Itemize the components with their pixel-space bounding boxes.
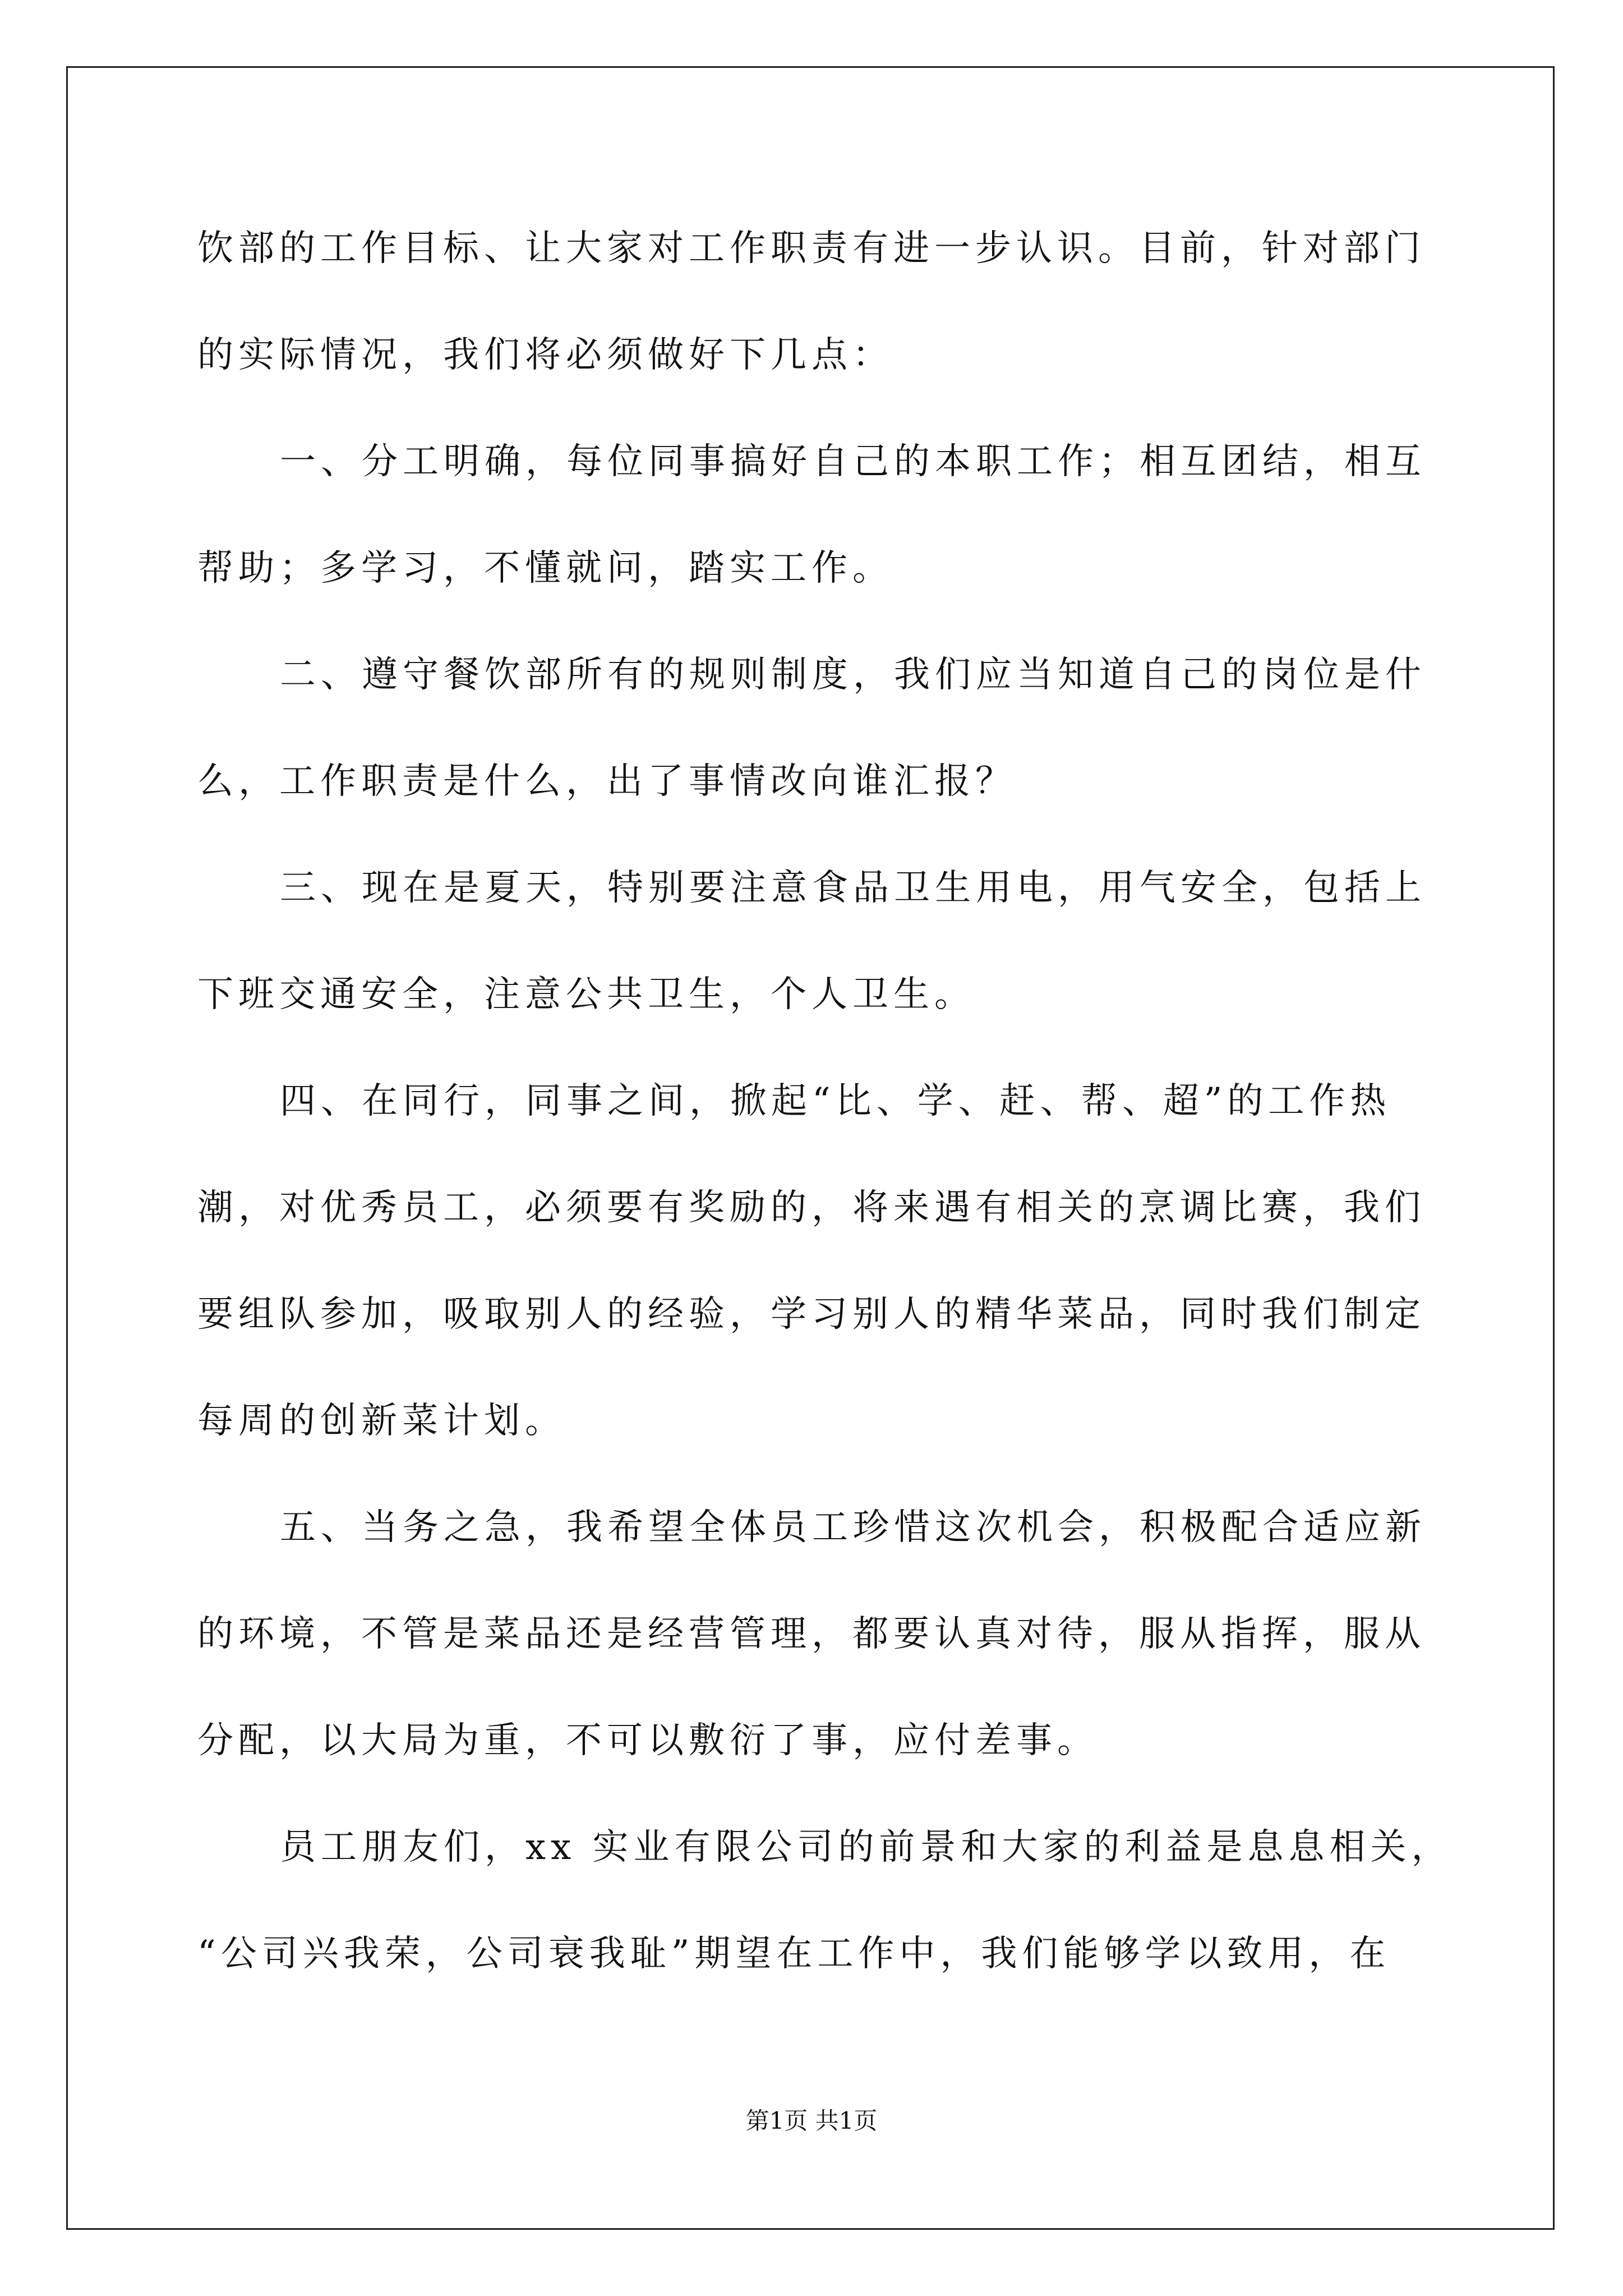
text-line: 分配，以大局为重，不可以敷衍了事，应付差事。 — [197, 1720, 1098, 1761]
text-line: 帮助；多学习，不懂就问，踏实工作。 — [197, 547, 893, 589]
text-line: 下班交通安全，注意公共卫生，个人卫生。 — [197, 974, 975, 1015]
page-number-footer: 第1页 共1页 — [745, 2107, 878, 2134]
text-line: “公司兴我荣，公司衰我耻”期望在工作中，我们能够学以致用，在 — [197, 1933, 1391, 1975]
text-line: 潮，对优秀员工，必须要有奖励的，将来遇有相关的烹调比赛，我们 — [197, 1187, 1426, 1228]
text-line: 饮部的工作目标、让大家对工作职责有进一步认识。目前，针对部门 — [197, 228, 1426, 269]
text-line: 每周的创新菜计划。 — [197, 1400, 566, 1442]
text-line: 二、遵守餐饮部所有的规则制度，我们应当知道自己的岗位是什 — [280, 654, 1426, 696]
text-line: 的环境，不管是菜品还是经营管理，都要认真对待，服从指挥，服从 — [197, 1613, 1426, 1655]
text-line: 的实际情况，我们将必须做好下几点： — [197, 334, 893, 376]
page-border — [66, 66, 1555, 2230]
text-line: 要组队参加，吸取别人的经验，学习别人的精华菜品，同时我们制定 — [197, 1294, 1426, 1335]
text-line: 四、在同行，同事之间，掀起“比、学、赶、帮、超”的工作热 — [280, 1080, 1391, 1122]
text-line: 三、现在是夏天，特别要注意食品卫生用电，用气安全，包括上 — [280, 867, 1426, 909]
text-line: 一、分工明确，每位同事搞好自己的本职工作；相互团结，相互 — [280, 441, 1426, 482]
text-line: 五、当务之急，我希望全体员工珍惜这次机会，积极配合适应新 — [280, 1507, 1426, 1548]
text-line: 员工朋友们，xx 实业有限公司的前景和大家的利益是息息相关， — [280, 1826, 1453, 1868]
text-line: 么，工作职责是什么，出了事情改向谁汇报？ — [197, 761, 1016, 802]
